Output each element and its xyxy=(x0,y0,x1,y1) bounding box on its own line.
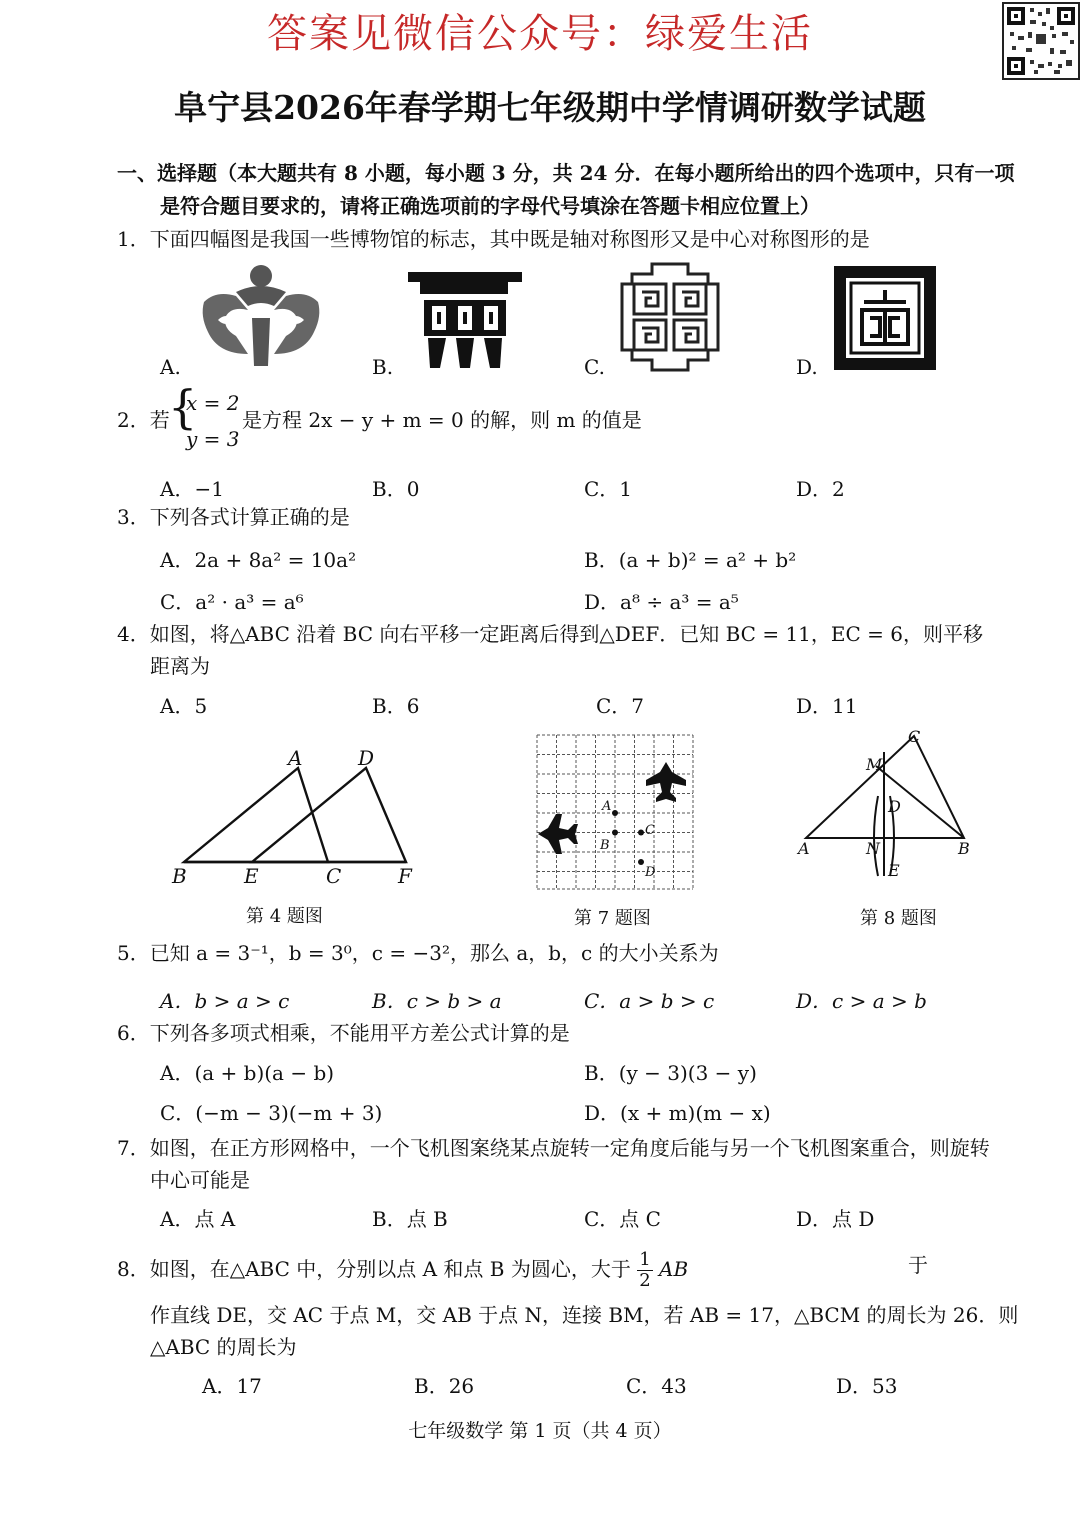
museum-logo-b xyxy=(406,268,524,370)
figure-7-caption: 第 7 题图 xyxy=(574,908,651,929)
q7-option-b[interactable]: B．点 B xyxy=(372,1207,448,1231)
question-7-stem-line2: 中心可能是 xyxy=(150,1168,250,1192)
q4-option-d[interactable]: D．11 xyxy=(796,694,858,718)
fig8-label-m: M xyxy=(866,755,883,774)
q6-option-b[interactable]: B．(y − 3)(3 − y) xyxy=(584,1061,757,1085)
figure-8-triangle xyxy=(796,726,976,886)
fraction-denominator: 2 xyxy=(639,1270,651,1291)
q7-option-d[interactable]: D．点 D xyxy=(796,1207,875,1231)
question-1-stem: 1．下面四幅图是我国一些博物馆的标志，其中既是轴对称图形又是中心对称图形的是 xyxy=(117,227,870,251)
fig8-label-n: N xyxy=(866,839,880,858)
q5-option-d[interactable]: D．c > a > b xyxy=(796,989,927,1013)
museum-logo-a xyxy=(196,262,326,370)
question-7-stem-line1: 7．如图，在正方形网格中，一个飞机图案绕某点旋转一定角度后能与另一个飞机图案重合，则旋转 xyxy=(117,1136,990,1160)
q8-stem-part-b: AB xyxy=(659,1257,689,1281)
question-5-stem: 5．已知 a = 3⁻¹，b = 3⁰，c = −3²，那么 a，b，c 的大小关系为 xyxy=(117,941,719,965)
q1-option-b[interactable]: B. xyxy=(372,355,394,379)
q5-option-a[interactable]: A．b > a > c xyxy=(160,989,290,1013)
q8-stem-tail: 于 xyxy=(908,1253,928,1277)
figure-7-grid xyxy=(536,734,694,890)
exam-title: 阜宁县2026年春学期七年级期中学情调研数学试题 xyxy=(174,88,926,127)
q7-option-a[interactable]: A．点 A xyxy=(160,1207,236,1231)
page-footer: 七年级数学 第 1 页（共 4 页） xyxy=(408,1420,672,1442)
fig4-label-c: C xyxy=(326,864,342,888)
airplane-icon-left xyxy=(538,814,578,854)
figure-4-caption: 第 4 题图 xyxy=(246,906,323,927)
point-a xyxy=(612,810,618,816)
q2-option-c[interactable]: C．1 xyxy=(584,477,633,501)
q6-option-a[interactable]: A．(a + b)(a − b) xyxy=(160,1061,335,1085)
qr-code-pattern xyxy=(1004,4,1078,78)
question-2-stem: 是方程 2x − y + m = 0 的解，则 m 的值是 xyxy=(242,408,642,432)
arc-left xyxy=(874,796,878,876)
q8-option-b[interactable]: B．26 xyxy=(414,1374,475,1398)
q8-stem-part-a: 8．如图，在△ABC 中，分别以点 A 和点 B 为圆心，大于 xyxy=(117,1257,631,1281)
qr-code xyxy=(1002,2,1080,80)
triangle-abc xyxy=(184,768,328,862)
fraction-numerator: 1 xyxy=(639,1249,651,1270)
fraction-one-half xyxy=(637,1250,652,1291)
question-6-stem: 6．下列各多项式相乘，不能用平方差公式计算的是 xyxy=(117,1021,570,1045)
fig4-label-d: D xyxy=(358,746,375,770)
museum-logo-d xyxy=(834,266,936,370)
q6-option-d[interactable]: D．(x + m)(m − x) xyxy=(584,1101,771,1125)
q2-option-d[interactable]: D．2 xyxy=(796,477,845,501)
question-2-number: 2．若 xyxy=(117,408,170,432)
q2-system-eq1: x = 2 xyxy=(186,391,240,415)
point-b-dot xyxy=(612,830,618,836)
section-instructions-line1: 一、选择题（本大题共有 8 小题，每小题 3 分，共 24 分．在每小题所给出的四个选项中，只有一项 xyxy=(117,161,1015,185)
fig8-label-a: A xyxy=(798,839,810,858)
fig4-label-a: A xyxy=(288,746,303,770)
q2-option-a[interactable]: A．−1 xyxy=(160,477,224,501)
q2-option-b[interactable]: B．0 xyxy=(372,477,420,501)
q8-option-d[interactable]: D．53 xyxy=(836,1374,898,1398)
q5-option-b[interactable]: B．c > b > a xyxy=(372,989,502,1013)
triangle-def xyxy=(252,768,406,862)
fig8-label-b: B xyxy=(958,839,970,858)
q4-option-a[interactable]: A．5 xyxy=(160,694,208,718)
museum-logo-c xyxy=(620,262,720,372)
fig4-label-e: E xyxy=(244,864,259,888)
figure-4-triangles xyxy=(160,740,430,890)
q1-option-c[interactable]: C. xyxy=(584,355,605,379)
watermark-banner: 答案见微信公众号：绿爱生活 xyxy=(267,11,813,57)
question-8-stem-line2: 作直线 DE，交 AC 于点 M，交 AB 于点 N，连接 BM，若 AB = 17，△BCM 的周长为 26．则 xyxy=(150,1303,1019,1327)
q5-option-c[interactable]: C．a > b > c xyxy=(584,989,715,1013)
fig7-label-b: B xyxy=(600,838,610,853)
airplane-icon-up xyxy=(646,762,686,802)
fig4-label-b: B xyxy=(172,864,187,888)
question-3-stem: 3．下列各式计算正确的是 xyxy=(117,505,350,529)
fig8-label-d: D xyxy=(888,797,901,816)
section-instructions-line2: 是符合题目要求的，请将正确选项前的字母代号填涂在答题卡相应位置上） xyxy=(160,194,820,218)
fig7-label-a: A xyxy=(602,799,612,814)
q6-option-c[interactable]: C．(−m − 3)(−m + 3) xyxy=(160,1101,383,1125)
figure-8-caption: 第 8 题图 xyxy=(860,908,937,929)
q3-option-c[interactable]: C．a² · a³ = a⁶ xyxy=(160,590,304,614)
q8-option-a[interactable]: A．17 xyxy=(202,1374,262,1398)
question-4-stem-line1: 4．如图，将△ABC 沿着 BC 向右平移一定距离后得到△DEF．已知 BC = 11，EC = 6，则平移 xyxy=(117,622,984,646)
q3-option-b[interactable]: B．(a + b)² = a² + b² xyxy=(584,548,797,572)
equation-system-brace: { xyxy=(168,380,198,434)
question-4-stem-line2: 距离为 xyxy=(150,654,210,678)
q2-system-eq2: y = 3 xyxy=(186,427,240,451)
fig7-label-c: C xyxy=(645,823,655,838)
q1-option-a[interactable]: A. xyxy=(160,355,181,379)
q3-option-d[interactable]: D．a⁸ ÷ a³ = a⁵ xyxy=(584,590,739,614)
q4-option-b[interactable]: B．6 xyxy=(372,694,420,718)
fig7-label-d: D xyxy=(645,865,656,880)
q3-option-a[interactable]: A．2a + 8a² = 10a² xyxy=(160,548,357,572)
fig8-label-c: C xyxy=(908,727,921,746)
point-c-dot xyxy=(638,830,644,836)
fig4-label-f: F xyxy=(398,864,412,888)
q7-option-c[interactable]: C．点 C xyxy=(584,1207,661,1231)
point-d-dot xyxy=(638,859,644,865)
q4-option-c[interactable]: C．7 xyxy=(596,694,645,718)
question-8-stem-line3: △ABC 的周长为 xyxy=(150,1335,297,1359)
q8-option-c[interactable]: C．43 xyxy=(626,1374,687,1398)
fig8-label-e: E xyxy=(888,861,900,880)
q1-option-d[interactable]: D. xyxy=(796,355,818,379)
question-8-stem-line1 xyxy=(117,1250,688,1291)
